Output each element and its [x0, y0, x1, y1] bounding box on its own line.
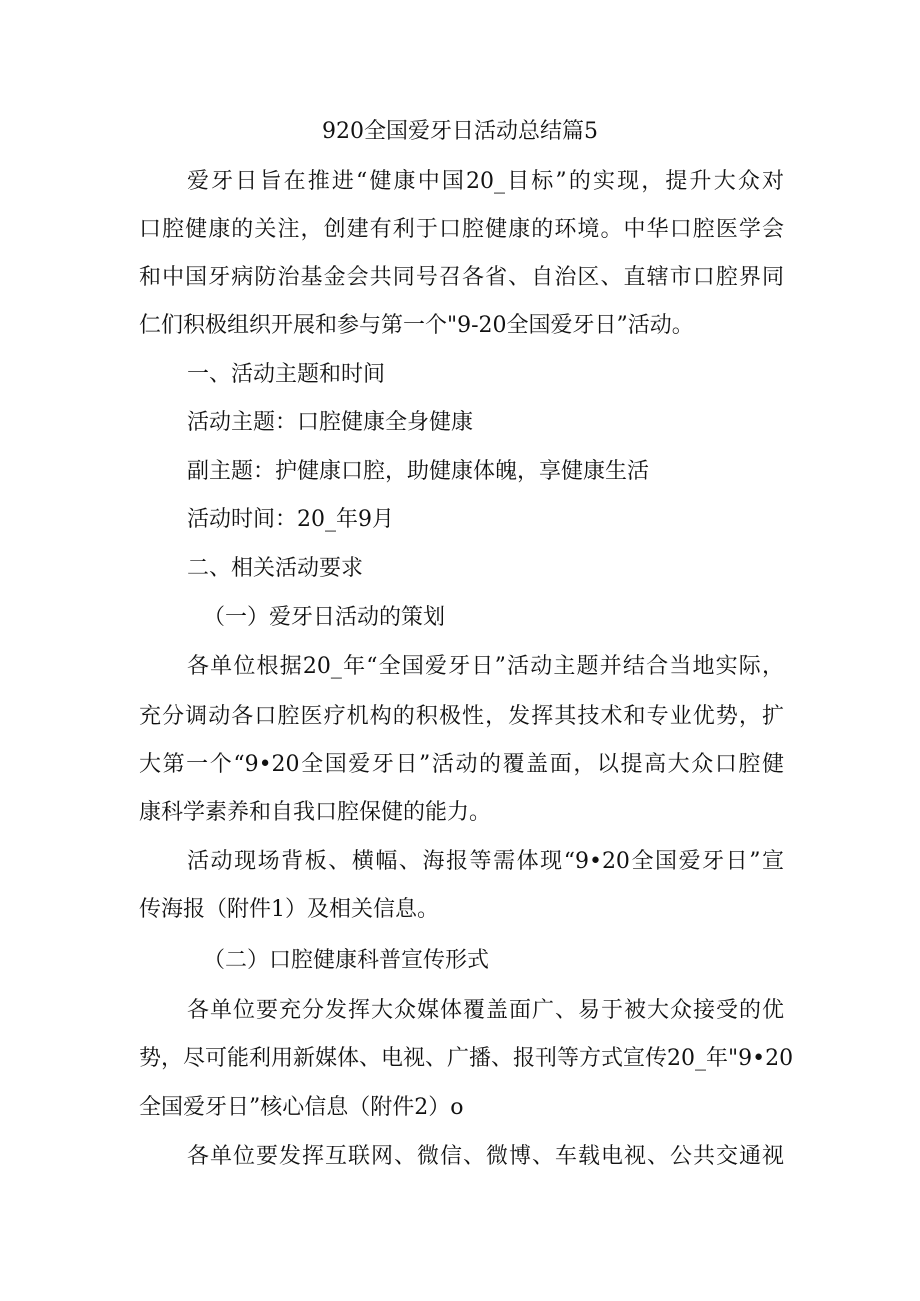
- body-line: 全国爱牙日”核心信息（附件2）o: [139, 1095, 464, 1120]
- body-line: 大第一个“9•20全国爱牙日”活动的覆盖面，以提高大众口腔健: [139, 752, 784, 777]
- body-line: 充分调动各口腔医疗机构的积极性，发挥其技术和专业优势，扩: [139, 704, 784, 729]
- subtheme-line: 副主题：护健康口腔，助健康体魄，享健康生活: [187, 459, 650, 484]
- body-line: 康科学素养和自我口腔保健的能力。: [139, 800, 492, 825]
- section-heading: 一、活动主题和时间: [187, 362, 386, 387]
- body-line: 活动现场背板、横幅、海报等需体现“9•20全国爱牙日”宣: [187, 849, 784, 874]
- body-line: 各单位根据20_年“全国爱牙日”活动主题并结合当地实际，: [187, 654, 784, 679]
- theme-line: 活动主题：口腔健康全身健康: [187, 410, 474, 435]
- intro-line: 爱牙日旨在推进“健康中国20_目标”的实现，提升大众对: [187, 169, 784, 194]
- time-line: 活动时间：20_年9月: [187, 507, 394, 532]
- body-line: 势，尽可能利用新媒体、电视、广播、报刊等方式宣传20_年"9•20: [139, 1046, 794, 1071]
- subsection-heading: （二）口腔健康科普宣传形式: [203, 948, 490, 973]
- section-heading: 二、相关活动要求: [187, 556, 364, 581]
- body-line: 各单位要发挥互联网、微信、微博、车载电视、公共交通视: [187, 1144, 784, 1169]
- document-title: 920全国爱牙日活动总结篇5: [322, 119, 598, 144]
- subsection-heading: （一）爱牙日活动的策划: [203, 605, 446, 630]
- body-line: 传海报（附件1）及相关信息。: [139, 897, 439, 922]
- body-line: 各单位要充分发挥大众媒体覆盖面广、易于被大众接受的优: [187, 998, 784, 1023]
- intro-line: 和中国牙病防治基金会共同号召各省、自治区、直辖市口腔界同: [139, 265, 784, 290]
- intro-line: 口腔健康的关注，创建有利于口腔健康的环境。中华口腔医学会: [139, 217, 784, 242]
- intro-line: 仁们积极组织开展和参与第一个"9-20全国爱牙日”活动。: [139, 313, 694, 338]
